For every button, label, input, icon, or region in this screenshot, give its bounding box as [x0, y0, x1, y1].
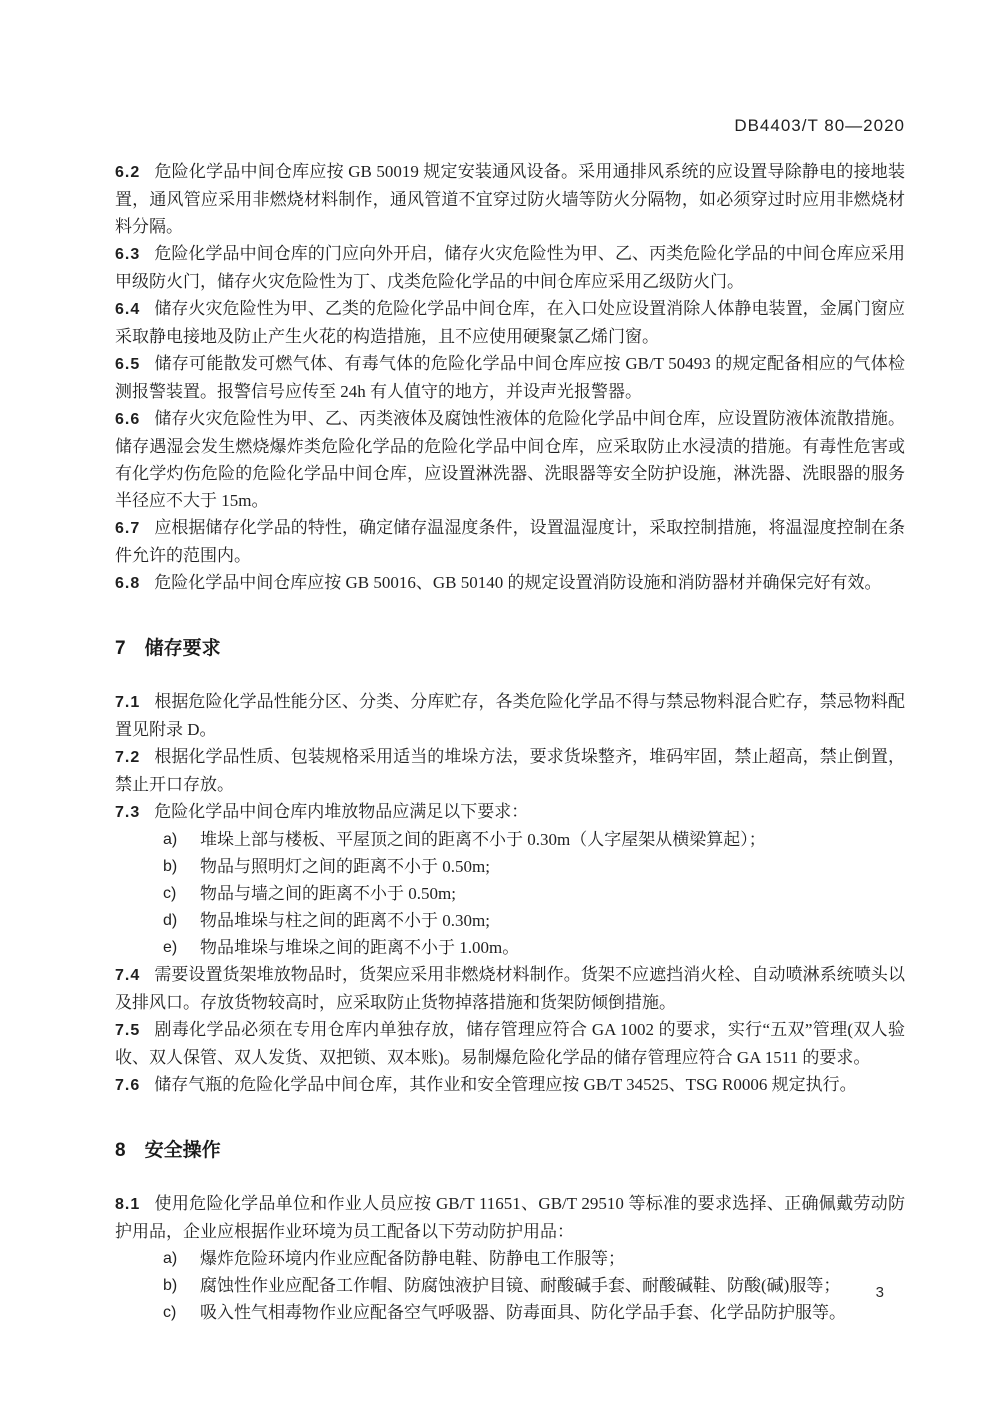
- clause-number: 7.4: [115, 967, 141, 984]
- clause-7-4: [115, 961, 905, 1016]
- list-item-7-3-c: [163, 880, 905, 907]
- clause-6-5: [115, 350, 905, 405]
- list-item-label: c): [163, 885, 177, 902]
- clause-6-7: [115, 514, 905, 569]
- section-number: 7: [115, 638, 127, 659]
- clause-7-2: [115, 743, 905, 798]
- clause-text: 危险化学品中间仓库应按 GB 50019 规定安装通风设备。采用通排风系统的应设置导除静电的接地装置，通风管应采用非燃烧材料制作，通风管道不宜穿过防火墙等防火分隔物，如必须穿过时应用非燃烧材料分隔。: [115, 162, 905, 236]
- clause-number: 7.3: [115, 804, 141, 821]
- clause-text: 危险化学品中间仓库内堆放物品应满足以下要求：: [154, 802, 529, 821]
- clause-number: 6.4: [115, 301, 141, 318]
- list-item-label: d): [163, 912, 178, 929]
- section-number: 8: [115, 1140, 127, 1161]
- section-title: 储存要求: [144, 638, 221, 659]
- clause-number: 6.6: [115, 411, 141, 428]
- clause-6-4: [115, 295, 905, 350]
- clause-text: 储存火灾危险性为甲、乙类的危险化学品中间仓库，在入口处应设置消除人体静电装置，金属门窗应采取静电接地及防止产生火花的构造措施，且不应使用硬聚氯乙烯门窗。: [115, 299, 905, 346]
- clause-text: 根据化学品性质、包装规格采用适当的堆垛方法，要求货垛整齐，堆码牢固，禁止超高，禁止倒置，禁止开口存放。: [115, 747, 905, 794]
- clause-6-3: [115, 240, 905, 295]
- clause-number: 7.1: [115, 694, 141, 711]
- list-item-label: a): [163, 831, 178, 848]
- list-item-text: 爆炸危险环境内作业应配备防静电鞋、防静电工作服等；: [200, 1249, 625, 1268]
- clause-number: 6.8: [115, 575, 141, 592]
- list-item-8-1-b: [163, 1272, 905, 1299]
- clause-number: 6.5: [115, 356, 141, 373]
- list-item-text: 吸入性气相毒物作业应配备空气呼吸器、防毒面具、防化学品手套、化学品防护服等。: [200, 1303, 846, 1322]
- section-title: 安全操作: [144, 1140, 221, 1161]
- clause-text: 危险化学品中间仓库的门应向外开启，储存火灾危险性为甲、乙、丙类危险化学品的中间仓库应采用甲级防火门，储存火灾危险性为丁、戊类危险化学品的中间仓库应采用乙级防火门。: [115, 244, 905, 291]
- clause-text: 储存气瓶的危险化学品中间仓库，其作业和安全管理应按 GB/T 34525、TSG R0006 规定执行。: [154, 1075, 857, 1094]
- list-item-text: 物品与墙之间的距离不小于 0.50m;: [200, 884, 456, 903]
- clause-number: 6.3: [115, 246, 141, 263]
- clause-7-3: [115, 798, 905, 826]
- list-item-text: 物品与照明灯之间的距离不小于 0.50m;: [200, 857, 490, 876]
- clause-number: 6.2: [115, 164, 141, 181]
- list-item-7-3-e: [163, 934, 905, 961]
- list-item-text: 物品堆垛与堆垛之间的距离不小于 1.00m。: [200, 938, 520, 957]
- list-item-text: 物品堆垛与柱之间的距离不小于 0.30m;: [200, 911, 490, 930]
- clause-text: 危险化学品中间仓库应按 GB 50016、GB 50140 的规定设置消防设施和消防器材并确保完好有效。: [154, 573, 882, 592]
- clause-text: 应根据储存化学品的特性，确定储存温湿度条件，设置温湿度计，采取控制措施，将温湿度控制在条件允许的范围内。: [115, 518, 905, 565]
- clause-8-1: [115, 1190, 905, 1245]
- clause-6-8: [115, 569, 905, 597]
- section-heading-8: [115, 1137, 905, 1164]
- clause-7-6: [115, 1071, 905, 1099]
- clause-text: 使用危险化学品单位和作业人员应按 GB/T 11651、GB/T 29510 等标准的要求选择、正确佩戴劳动防护用品，企业应根据作业环境为员工配备以下劳动防护用品：: [115, 1194, 905, 1241]
- clause-7-1: [115, 688, 905, 743]
- list-item-text: 堆垛上部与楼板、平屋顶之间的距离不小于 0.30m（人字屋架从横梁算起）；: [200, 830, 766, 849]
- list-item-8-1-c: [163, 1299, 905, 1326]
- document-code-header: DB4403/T 80—2020: [734, 116, 905, 135]
- clause-number: 7.5: [115, 1022, 141, 1039]
- clause-6-2: [115, 158, 905, 240]
- document-body: [115, 158, 905, 1326]
- list-item-7-3-d: [163, 907, 905, 934]
- clause-text: 根据危险化学品性能分区、分类、分库贮存，各类危险化学品不得与禁忌物料混合贮存，禁忌物料配置见附录 D。: [115, 692, 905, 739]
- list-item-label: b): [163, 858, 178, 875]
- clause-text: 储存可能散发可燃气体、有毒气体的危险化学品中间仓库应按 GB/T 50493 的规定配备相应的气体检测报警装置。报警信号应传至 24h 有人值守的地方，并设声光报警器。: [115, 354, 905, 401]
- clause-7-5: [115, 1016, 905, 1071]
- list-item-label: b): [163, 1277, 178, 1294]
- list-item-label: c): [163, 1304, 177, 1321]
- list-item-text: 腐蚀性作业应配备工作帽、防腐蚀液护目镜、耐酸碱手套、耐酸碱鞋、防酸(碱)服等；: [200, 1276, 841, 1295]
- clause-number: 8.1: [115, 1196, 141, 1213]
- list-item-7-3-a: [163, 826, 905, 853]
- section-heading-7: [115, 635, 905, 662]
- clause-text: 储存火灾危险性为甲、乙、丙类液体及腐蚀性液体的危险化学品中间仓库，应设置防液体流散措施。储存遇湿会发生燃烧爆炸类危险化学品的危险化学品中间仓库，应采取防止水浸渍的措施。有毒性危害或有化学灼伤危险的危险化学品中间仓库，应设置淋洗器、洗眼器等安全防护设施，淋洗器、洗眼器的服务半径应不大于 15m。: [115, 409, 905, 510]
- clause-number: 7.6: [115, 1077, 141, 1094]
- clause-6-6: [115, 405, 905, 514]
- clause-text: 需要设置货架堆放物品时，货架应采用非燃烧材料制作。货架不应遮挡消火栓、自动喷淋系统喷头以及排风口。存放货物较高时，应采取防止货物掉落措施和货架防倾倒措施。: [115, 965, 905, 1012]
- clause-number: 7.2: [115, 749, 141, 766]
- list-item-label: a): [163, 1250, 178, 1267]
- list-item-7-3-b: [163, 853, 905, 880]
- clause-number: 6.7: [115, 520, 141, 537]
- list-item-label: e): [163, 939, 178, 956]
- list-item-8-1-a: [163, 1245, 905, 1272]
- page-number: 3: [875, 1284, 884, 1301]
- clause-text: 剧毒化学品必须在专用仓库内单独存放，储存管理应符合 GA 1002 的要求，实行“五双”管理(双人验收、双人保管、双人发货、双把锁、双本账)。易制爆危险化学品的储存管理应符合 GA 1511 的要求。: [115, 1020, 905, 1067]
